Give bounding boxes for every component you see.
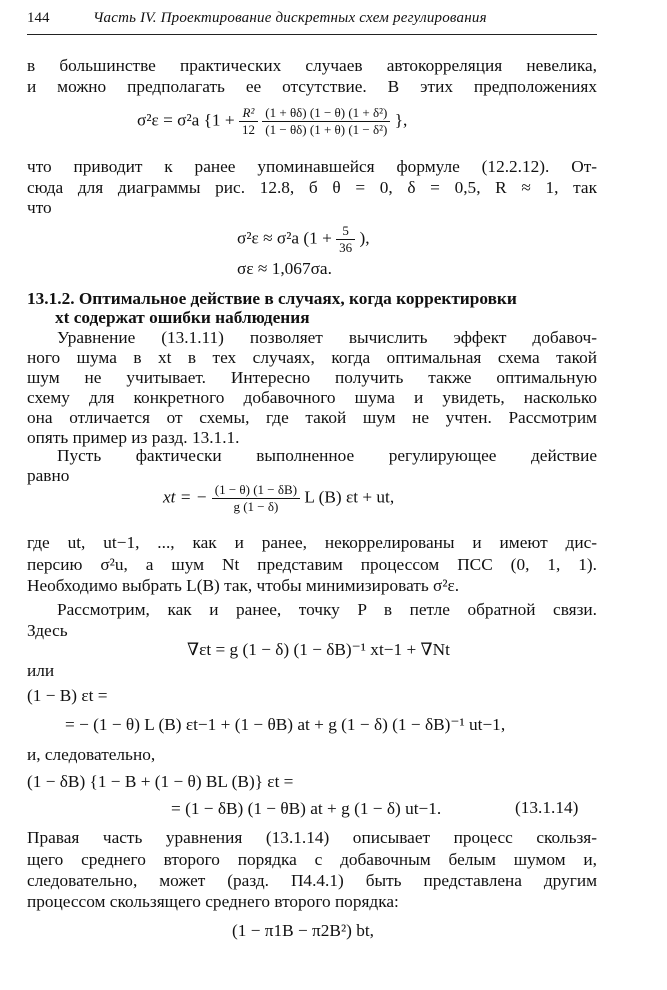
text-line: или	[27, 661, 55, 680]
eq-lhs: σ²ε = σ²a {1 +	[137, 110, 239, 130]
text-line: равно	[27, 466, 70, 485]
text-line: что приводит к ранее упоминавшейся формуле (12.2.12). От-	[27, 157, 597, 176]
equation-ma2: (1 − π1B − π2B²) bt,	[232, 921, 374, 940]
text-line: в большинстве практических случаев автокорреляция невелика,	[27, 56, 597, 75]
text-line: следовательно, может (разд. П4.4.1) быть представлена другим	[27, 871, 597, 890]
text-line: и, следовательно,	[27, 745, 156, 764]
text-line: и можно предполагать ее отсутствие. В этих предположениях	[27, 77, 597, 96]
text-line: где ut, ut−1, ..., как и ранее, некоррелированы и имеют дис-	[27, 533, 597, 552]
eq-fraction: $\frac{\text{(1 + θδ) (1 − θ) (1 + δ²)}}{\text{(1 − θδ) (1 + θ) (1 − δ²)}}$	[262, 106, 390, 137]
section-heading: xt содержат ошибки наблюдения	[55, 308, 310, 327]
equation-approx	[237, 224, 370, 255]
text-line: процессом скользящего среднего второго порядка:	[27, 892, 399, 911]
running-header	[27, 10, 597, 35]
text-line: Рассмотрим, как и ранее, точку P в петле обратной связи.	[57, 600, 597, 619]
text-line: Уравнение (13.1.11) позволяет вычислить эффект добавоч-	[57, 328, 597, 347]
text-line: сюда для диаграммы рис. 12.8, б θ = 0, δ = 0,5, R ≈ 1, так	[27, 178, 597, 197]
section-heading: 13.1.2. Оптимальное действие в случаях, когда корректировки	[27, 289, 517, 308]
equation-variance	[137, 106, 407, 137]
text-line: Здесь	[27, 621, 68, 640]
text-line: ного шума в xt в тех случаях, когда оптимальная схема такой	[27, 348, 597, 367]
eq-close: },	[394, 110, 408, 130]
text-line: Пусть фактически выполненное регулирующее действие	[57, 446, 597, 465]
text-line: что	[27, 198, 52, 217]
equation-1314-1: (1 − δB) {1 − B + (1 − θ) BL (B)} εt =	[27, 772, 294, 791]
text-line: шум не учитывает. Интересно получить также оптимальную	[27, 368, 597, 387]
running-title: Часть IV. Проектирование дискретных схем регулирования	[93, 10, 487, 26]
eq-fraction: $\frac{(1 - \theta) (1 - \delta B)}{g (1 - \delta)}$	[212, 483, 300, 514]
text-line: Правая часть уравнения (13.1.14) описывает процесс скользя-	[27, 828, 597, 847]
text-line: Необходимо выбрать L(B) так, чтобы минимизировать σ²ε.	[27, 576, 460, 595]
page-number: 144	[27, 10, 50, 26]
text-line: схему для конкретного добавочного шума и увидеть, насколько	[27, 388, 597, 407]
text-line: она отличается от схемы, где такой шум не учтен. Рассмотрим	[27, 408, 597, 427]
eq-close: ),	[359, 228, 370, 248]
equation-loop-1: (1 − B) εt =	[27, 686, 108, 705]
text-line: щего среднего второго порядка с добавочным белым шумом и,	[27, 850, 597, 869]
eq-lhs: xt = −	[163, 487, 212, 507]
equation-number: (13.1.14)	[515, 798, 579, 817]
equation-action	[163, 483, 394, 514]
equation-loop-2: = − (1 − θ) L (B) εt−1 + (1 − θB) at + g (1 − δ) (1 − δB)⁻¹ ut−1,	[65, 715, 506, 734]
text-line: персию σ²u, а шум Nt представим процессом ПСС (0, 1, 1).	[27, 555, 597, 574]
equation-nabla: ∇εt = g (1 − δ) (1 − δB)⁻¹ xt−1 + ∇Nt	[187, 640, 450, 659]
text-line: опять пример из разд. 13.1.1.	[27, 428, 240, 447]
equation-1314-2: = (1 − δB) (1 − θB) at + g (1 − δ) ut−1.	[171, 799, 442, 818]
eq-lhs: σ²ε ≈ σ²a (1 +	[237, 228, 337, 248]
equation-sigma: σε ≈ 1,067σa.	[237, 259, 332, 278]
eq-fraction: $\frac{5}{36}$	[336, 224, 355, 255]
eq-rhs: L (B) εt + ut,	[304, 487, 395, 507]
eq-coefficient: $\frac{\text{R²}}{12}$	[239, 106, 258, 137]
